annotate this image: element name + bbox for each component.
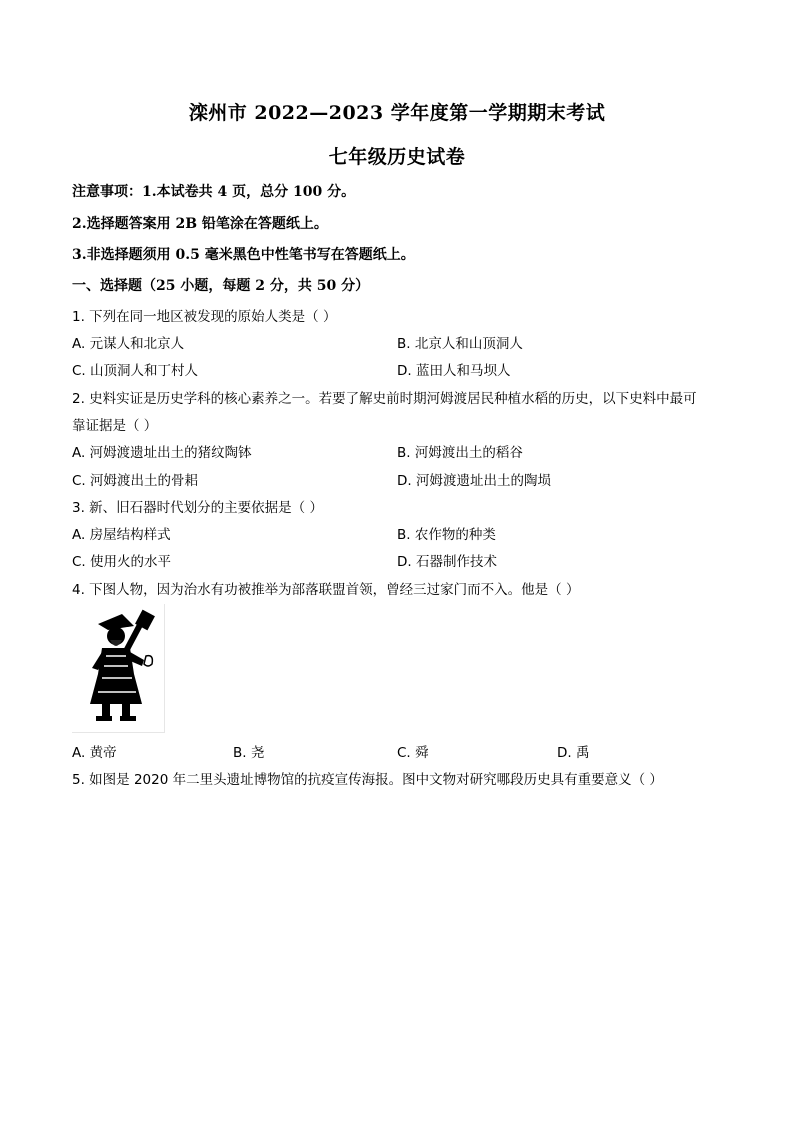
right-leg xyxy=(122,704,130,718)
question-1-stem: 1. 下列在同一地区被发现的原始人类是（ ） xyxy=(72,309,337,325)
question-4-option-b: B. 尧 xyxy=(233,745,265,761)
question-3-option-c: C. 使用火的水平 xyxy=(72,554,172,570)
question-1-option-b: B. 北京人和山顶洞人 xyxy=(397,336,523,352)
question-2-option-b: B. 河姆渡出土的稻谷 xyxy=(397,445,523,461)
notice-line-3: 3.非选择题须用 0.5 毫米黑色中性笔书写在答题纸上。 xyxy=(72,247,415,263)
question-2-option-c: C. 河姆渡出土的骨耜 xyxy=(72,473,199,489)
question-2-stem-continued: 靠证据是（ ） xyxy=(72,418,158,434)
left-leg xyxy=(102,704,110,718)
question-5-stem: 5. 如图是 2020 年二里头遗址博物馆的抗疫宣传海报。图中文物对研究哪段历史具有重要意义（ ） xyxy=(72,772,663,788)
question-2-stem: 2. 史料实证是历史学科的核心素养之一。若要了解史前时期河姆渡居民种植水稻的历史，以下史料中最可 xyxy=(72,391,697,407)
hand-ornament xyxy=(144,656,152,666)
question-1-option-a: A. 元谋人和北京人 xyxy=(72,336,185,352)
section-heading: 一、选择题（25 小题，每题 2 分，共 50 分） xyxy=(72,278,370,294)
question-4-option-d: D. 禹 xyxy=(557,745,590,761)
yu-silhouette-illustration xyxy=(72,604,164,732)
yu-the-great-figure xyxy=(72,604,165,733)
question-3-stem: 3. 新、旧石器时代划分的主要依据是（ ） xyxy=(72,500,323,516)
beard-shape xyxy=(110,640,122,646)
question-4-stem: 4. 下图人物，因为治水有功被推举为部落联盟首领，曾经三过家门而不入。他是（ ） xyxy=(72,582,580,598)
question-3-option-b: B. 农作物的种类 xyxy=(397,527,496,543)
question-3-option-d: D. 石器制作技术 xyxy=(397,554,497,570)
notice-line-1: 注意事项：1.本试卷共 4 页，总分 100 分。 xyxy=(72,184,356,200)
question-2-option-d: D. 河姆渡遗址出土的陶埙 xyxy=(397,473,551,489)
question-3-option-a: A. 房屋结构样式 xyxy=(72,527,171,543)
notice-line-2: 2.选择题答案用 2B 铅笔涂在答题纸上。 xyxy=(72,216,328,232)
right-foot xyxy=(120,716,136,721)
question-1-option-d: D. 蓝田人和马坝人 xyxy=(397,363,511,379)
exam-title: 滦州市 2022—2023 学年度第一学期期末考试 xyxy=(188,102,606,124)
question-4-option-a: A. 黄帝 xyxy=(72,745,117,761)
exam-subtitle: 七年级历史试卷 xyxy=(328,146,466,168)
question-2-option-a: A. 河姆渡遗址出土的猪纹陶钵 xyxy=(72,445,252,461)
question-4-option-c: C. 舜 xyxy=(397,745,429,761)
left-foot xyxy=(96,716,112,721)
question-1-option-c: C. 山顶洞人和丁村人 xyxy=(72,363,199,379)
